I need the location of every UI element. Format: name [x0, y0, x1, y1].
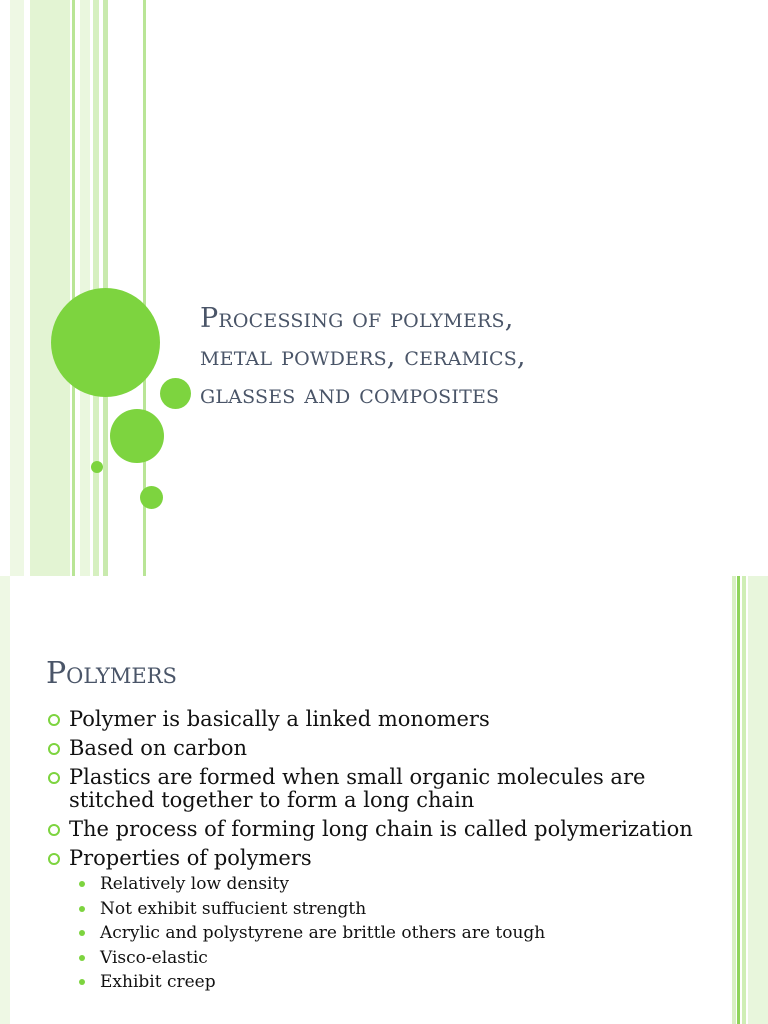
- bullet-text: The process of forming long chain is called polymerization: [69, 817, 693, 841]
- bullet-circle-icon: [48, 714, 60, 726]
- bullet-circle-icon: [48, 824, 60, 836]
- sub-list-item: [77, 872, 706, 897]
- decor-stripe: [10, 0, 24, 576]
- sub-list-item: [77, 897, 706, 922]
- bullet-circle-icon: [48, 743, 60, 755]
- slide-title-line: Processing of polymers,: [200, 303, 514, 334]
- bullet-text: Polymer is basically a linked monomers: [69, 707, 490, 731]
- slide-heading: Polymers: [46, 656, 177, 691]
- bullet-text: Plastics are formed when small organic molecules are stitched together to form a long chain: [69, 765, 646, 812]
- decor-circle-medium: [110, 409, 164, 463]
- decor-stripe: [737, 576, 740, 1024]
- decor-stripe: [732, 576, 736, 1024]
- bullet-list: [46, 708, 706, 1001]
- bullet-dot-icon: [79, 979, 85, 985]
- sub-bullet-list: [77, 872, 706, 995]
- list-item: [46, 766, 706, 812]
- list-item: [46, 708, 706, 731]
- decor-circle-large: [51, 288, 160, 397]
- decor-stripe: [748, 576, 768, 1024]
- decor-stripe: [30, 0, 70, 576]
- decor-stripe: [742, 576, 746, 1024]
- decor-circle-small: [160, 378, 191, 409]
- bullet-dot-icon: [79, 930, 85, 936]
- sub-list-item: [77, 921, 706, 946]
- decor-circle-small: [140, 486, 163, 509]
- bullet-text: Properties of polymers: [69, 846, 312, 870]
- bullet-dot-icon: [79, 881, 85, 887]
- list-item: [46, 818, 706, 841]
- decor-stripe: [0, 576, 10, 1024]
- list-item: [46, 737, 706, 760]
- sub-bullet-text: Not exhibit suffucient strength: [100, 898, 367, 919]
- decor-stripe: [80, 0, 90, 576]
- bullet-dot-icon: [79, 906, 85, 912]
- list-item: [46, 847, 706, 995]
- bullet-circle-icon: [48, 772, 60, 784]
- sub-bullet-text: Acrylic and polystyrene are brittle others are tough: [100, 923, 546, 943]
- bullet-circle-icon: [48, 853, 60, 865]
- sub-list-item: [77, 946, 706, 971]
- slide-title-line: metal powders, ceramics,: [200, 341, 526, 372]
- sub-list-item: [77, 970, 706, 995]
- sub-bullet-text: Visco-elastic: [100, 947, 208, 968]
- bullet-text: Based on carbon: [69, 736, 248, 760]
- slide-title-line: glasses and composites: [200, 379, 500, 410]
- decor-stripe: [72, 0, 75, 576]
- slide-title: [200, 300, 740, 414]
- decor-circle-tiny: [91, 461, 103, 473]
- sub-bullet-text: Relatively low density: [100, 874, 289, 894]
- sub-bullet-text: Exhibit creep: [100, 972, 216, 992]
- bullet-dot-icon: [79, 955, 85, 961]
